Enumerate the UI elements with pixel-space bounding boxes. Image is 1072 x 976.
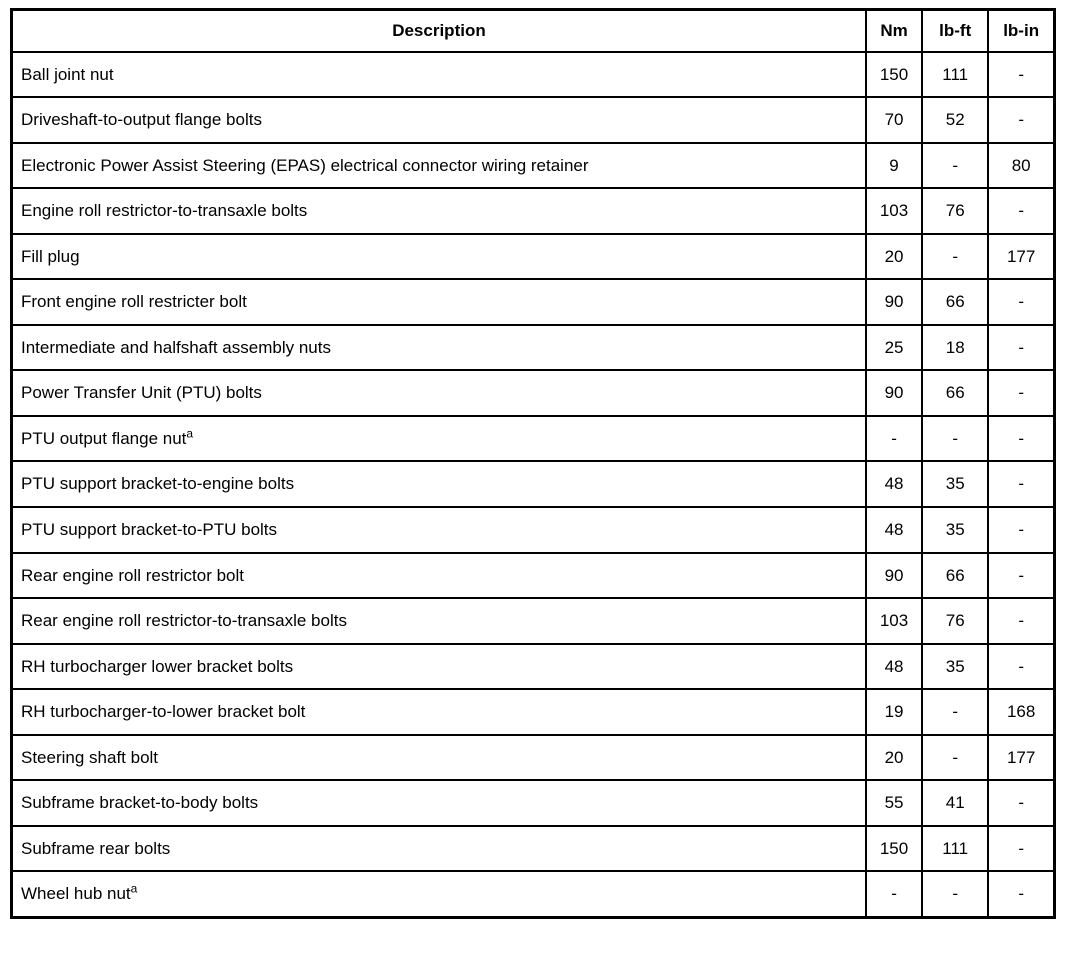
table-row (12, 553, 1055, 599)
nm-cell: 150 (866, 52, 922, 98)
description-cell (12, 735, 866, 781)
header-lb-in: lb-in (988, 10, 1054, 52)
table-row (12, 234, 1055, 280)
table-body (12, 52, 1055, 918)
lb-in-cell: - (988, 52, 1054, 98)
nm-cell: 90 (866, 370, 922, 416)
lb-ft-cell: 66 (922, 553, 988, 599)
lb-ft-cell: 35 (922, 507, 988, 553)
lb-ft-cell: 111 (922, 826, 988, 872)
description-cell (12, 52, 866, 98)
description-text: Subframe rear bolts (21, 838, 171, 858)
lb-in-cell: - (988, 97, 1054, 143)
description-text: Driveshaft-to-output flange bolts (21, 110, 262, 130)
description-cell (12, 826, 866, 872)
lb-ft-cell: 18 (922, 325, 988, 371)
description-text: Engine roll restrictor-to-transaxle bolts (21, 201, 308, 221)
description-cell (12, 188, 866, 234)
description-cell (12, 143, 866, 189)
table-row (12, 689, 1055, 735)
lb-in-cell: - (988, 370, 1054, 416)
lb-ft-cell: 66 (922, 279, 988, 325)
description-cell (12, 279, 866, 325)
table-header (12, 10, 1055, 52)
description-cell (12, 370, 866, 416)
description-text: Subframe bracket-to-body bolts (21, 793, 259, 813)
nm-cell: 103 (866, 188, 922, 234)
lb-in-cell: - (988, 871, 1054, 917)
lb-in-cell: - (988, 461, 1054, 507)
description-cell (12, 461, 866, 507)
lb-in-cell: - (988, 325, 1054, 371)
header-description: Description (12, 10, 866, 52)
table-row (12, 826, 1055, 872)
header-row (12, 10, 1055, 52)
nm-cell: 9 (866, 143, 922, 189)
description-text: Front engine roll restricter bolt (21, 292, 247, 312)
nm-cell: 20 (866, 735, 922, 781)
table-row (12, 52, 1055, 98)
lb-ft-cell: 41 (922, 780, 988, 826)
lb-in-cell: - (988, 416, 1054, 462)
lb-in-cell: - (988, 279, 1054, 325)
table-row (12, 325, 1055, 371)
description-text: RH turbocharger lower bracket bolts (21, 656, 294, 676)
table-row (12, 871, 1055, 917)
nm-cell: 48 (866, 644, 922, 690)
lb-ft-cell: 35 (922, 461, 988, 507)
lb-in-cell: - (988, 553, 1054, 599)
description-cell (12, 97, 866, 143)
description-text: RH turbocharger-to-lower bracket bolt (21, 702, 306, 722)
lb-ft-cell: 76 (922, 188, 988, 234)
table-row (12, 370, 1055, 416)
description-text: Intermediate and halfshaft assembly nuts (21, 337, 331, 357)
lb-ft-cell: 66 (922, 370, 988, 416)
table-row (12, 598, 1055, 644)
lb-ft-cell: 35 (922, 644, 988, 690)
description-cell (12, 234, 866, 280)
table-row (12, 416, 1055, 462)
description-text: PTU support bracket-to-PTU bolts (21, 520, 278, 540)
description-text: Electronic Power Assist Steering (EPAS) electrical connector wiring retainer (21, 155, 589, 175)
table-row (12, 735, 1055, 781)
lb-in-cell: 177 (988, 234, 1054, 280)
lb-ft-cell: 111 (922, 52, 988, 98)
description-text: Wheel hub nut (21, 884, 131, 904)
description-cell (12, 598, 866, 644)
table-row (12, 507, 1055, 553)
table-row (12, 279, 1055, 325)
nm-cell: 19 (866, 689, 922, 735)
description-text: PTU output flange nut (21, 428, 187, 448)
torque-spec-table (10, 8, 1056, 919)
description-cell (12, 416, 866, 462)
nm-cell: 48 (866, 507, 922, 553)
description-text: Rear engine roll restrictor-to-transaxle bolts (21, 611, 347, 631)
description-cell (12, 780, 866, 826)
lb-ft-cell: 76 (922, 598, 988, 644)
lb-in-cell: 177 (988, 735, 1054, 781)
table-row (12, 644, 1055, 690)
description-cell (12, 507, 866, 553)
nm-cell: 55 (866, 780, 922, 826)
table-row (12, 97, 1055, 143)
description-cell (12, 325, 866, 371)
description-text: Power Transfer Unit (PTU) bolts (21, 383, 262, 403)
nm-cell: 150 (866, 826, 922, 872)
table-row (12, 143, 1055, 189)
table-row (12, 461, 1055, 507)
nm-cell: - (866, 416, 922, 462)
lb-in-cell: - (988, 507, 1054, 553)
lb-ft-cell: 52 (922, 97, 988, 143)
table-row (12, 780, 1055, 826)
description-text: Steering shaft bolt (21, 747, 159, 767)
lb-in-cell: - (988, 188, 1054, 234)
lb-ft-cell: - (922, 689, 988, 735)
lb-ft-cell: - (922, 416, 988, 462)
footnote-marker: a (130, 881, 138, 896)
lb-ft-cell: - (922, 234, 988, 280)
nm-cell: 20 (866, 234, 922, 280)
lb-in-cell: 80 (988, 143, 1054, 189)
nm-cell: 48 (866, 461, 922, 507)
nm-cell: 103 (866, 598, 922, 644)
description-text: PTU support bracket-to-engine bolts (21, 474, 295, 494)
lb-in-cell: - (988, 780, 1054, 826)
lb-ft-cell: - (922, 143, 988, 189)
lb-ft-cell: - (922, 871, 988, 917)
header-lb-ft: lb-ft (922, 10, 988, 52)
lb-in-cell: - (988, 826, 1054, 872)
nm-cell: 25 (866, 325, 922, 371)
lb-in-cell: - (988, 644, 1054, 690)
description-cell (12, 689, 866, 735)
description-cell (12, 871, 866, 917)
description-text: Ball joint nut (21, 64, 114, 84)
lb-in-cell: 168 (988, 689, 1054, 735)
description-cell (12, 644, 866, 690)
nm-cell: 70 (866, 97, 922, 143)
table-row (12, 188, 1055, 234)
nm-cell: 90 (866, 553, 922, 599)
nm-cell: 90 (866, 279, 922, 325)
header-nm: Nm (866, 10, 922, 52)
description-text: Fill plug (21, 246, 80, 266)
lb-ft-cell: - (922, 735, 988, 781)
footnote-marker: a (186, 426, 194, 441)
description-cell (12, 553, 866, 599)
lb-in-cell: - (988, 598, 1054, 644)
description-text: Rear engine roll restrictor bolt (21, 565, 244, 585)
nm-cell: - (866, 871, 922, 917)
